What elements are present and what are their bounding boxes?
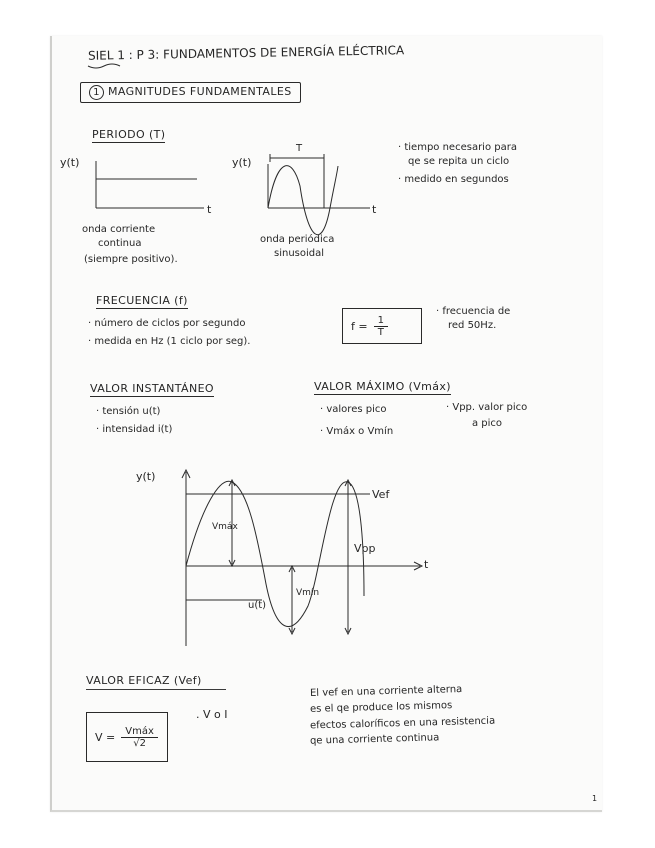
frecuencia-line-2: · medida en Hz (1 ciclo por seg). xyxy=(88,336,251,347)
eficaz-heading: VALOR EFICAZ (Vef) xyxy=(86,674,226,690)
vpp-label: Vpp xyxy=(354,542,376,555)
section-number: 1 xyxy=(89,85,104,100)
vpp-note-2: a pico xyxy=(472,418,503,429)
instantaneo-heading: VALOR INSTANTÁNEO xyxy=(90,382,214,397)
section-title: MAGNITUDES FUNDAMENTALES xyxy=(108,85,292,98)
maximo-line-2: · Vmáx o Vmín xyxy=(320,426,394,437)
formula-f-num: 1 xyxy=(374,315,388,327)
graph1-caption-1: onda corriente xyxy=(82,224,156,235)
ut-label: u(t) xyxy=(248,600,267,611)
graph2-y-label: y(t) xyxy=(232,156,252,169)
wave-curve xyxy=(186,481,364,626)
eficaz-formula xyxy=(86,712,168,762)
eficaz-suffix: . V o I xyxy=(196,708,228,721)
maximo-heading: VALOR MÁXIMO (Vmáx) xyxy=(314,380,451,395)
formula-f-lhs: f = xyxy=(351,319,368,333)
page-number: 1 xyxy=(592,794,598,803)
graph1-caption-3: (siempre positivo). xyxy=(84,254,178,265)
vmax-label: Vmáx xyxy=(212,522,238,532)
eficaz-text-1: El vef en una corriente alterna xyxy=(309,684,463,699)
formula-v-num: Vmáx xyxy=(121,726,158,738)
frecuencia-note-2: red 50Hz. xyxy=(448,320,497,331)
wave-x-label: t xyxy=(424,558,429,571)
vpp-note-1: · Vpp. valor pico xyxy=(446,402,528,413)
frecuencia-heading: FRECUENCIA (f) xyxy=(96,294,188,309)
period-note-3: · medido en segundos xyxy=(398,174,509,185)
formula-v-fraction xyxy=(121,726,158,749)
graph2-x-label: t xyxy=(372,203,377,216)
eficaz-text-2: es el qe produce los mismos xyxy=(309,700,453,715)
wave-y-label: y(t) xyxy=(136,470,156,483)
instantaneo-line-2: · intensidad i(t) xyxy=(96,424,173,435)
graph2-caption-2: sinusoidal xyxy=(274,248,325,259)
formula-v-lhs: V = xyxy=(95,730,116,744)
instantaneo-line-1: · tensión u(t) xyxy=(96,406,161,417)
eficaz-text-4: qe una corriente continua xyxy=(309,732,440,747)
graph2-caption-1: onda periódica xyxy=(260,234,335,245)
formula-f-den: T xyxy=(377,326,384,338)
formula-v-den: √2 xyxy=(133,737,146,749)
graph1-x-label: t xyxy=(207,203,212,216)
vef-label: Vef xyxy=(372,488,390,501)
graph2-period-label: T xyxy=(296,143,303,154)
eficaz-text-3: efectos caloríficos en una resistencia xyxy=(309,715,496,732)
page-title: SIEL 1 : P 3: FUNDAMENTOS DE ENERGÍA ELÉCTRICA xyxy=(87,43,405,63)
period-note-1: · tiempo necesario para xyxy=(398,142,517,153)
notebook-page xyxy=(50,36,602,812)
vmin-label: Vmín xyxy=(296,588,320,598)
graph1-y-label: y(t) xyxy=(60,156,80,169)
period-note-2: qe se repita un ciclo xyxy=(408,156,510,167)
maximo-line-1: · valores pico xyxy=(320,404,387,415)
frecuencia-note-1: · frecuencia de xyxy=(436,306,511,317)
frecuencia-line-1: · número de ciclos por segundo xyxy=(88,318,246,329)
periodo-heading: PERIODO (T) xyxy=(92,128,165,143)
graph1-caption-2: continua xyxy=(98,238,142,249)
